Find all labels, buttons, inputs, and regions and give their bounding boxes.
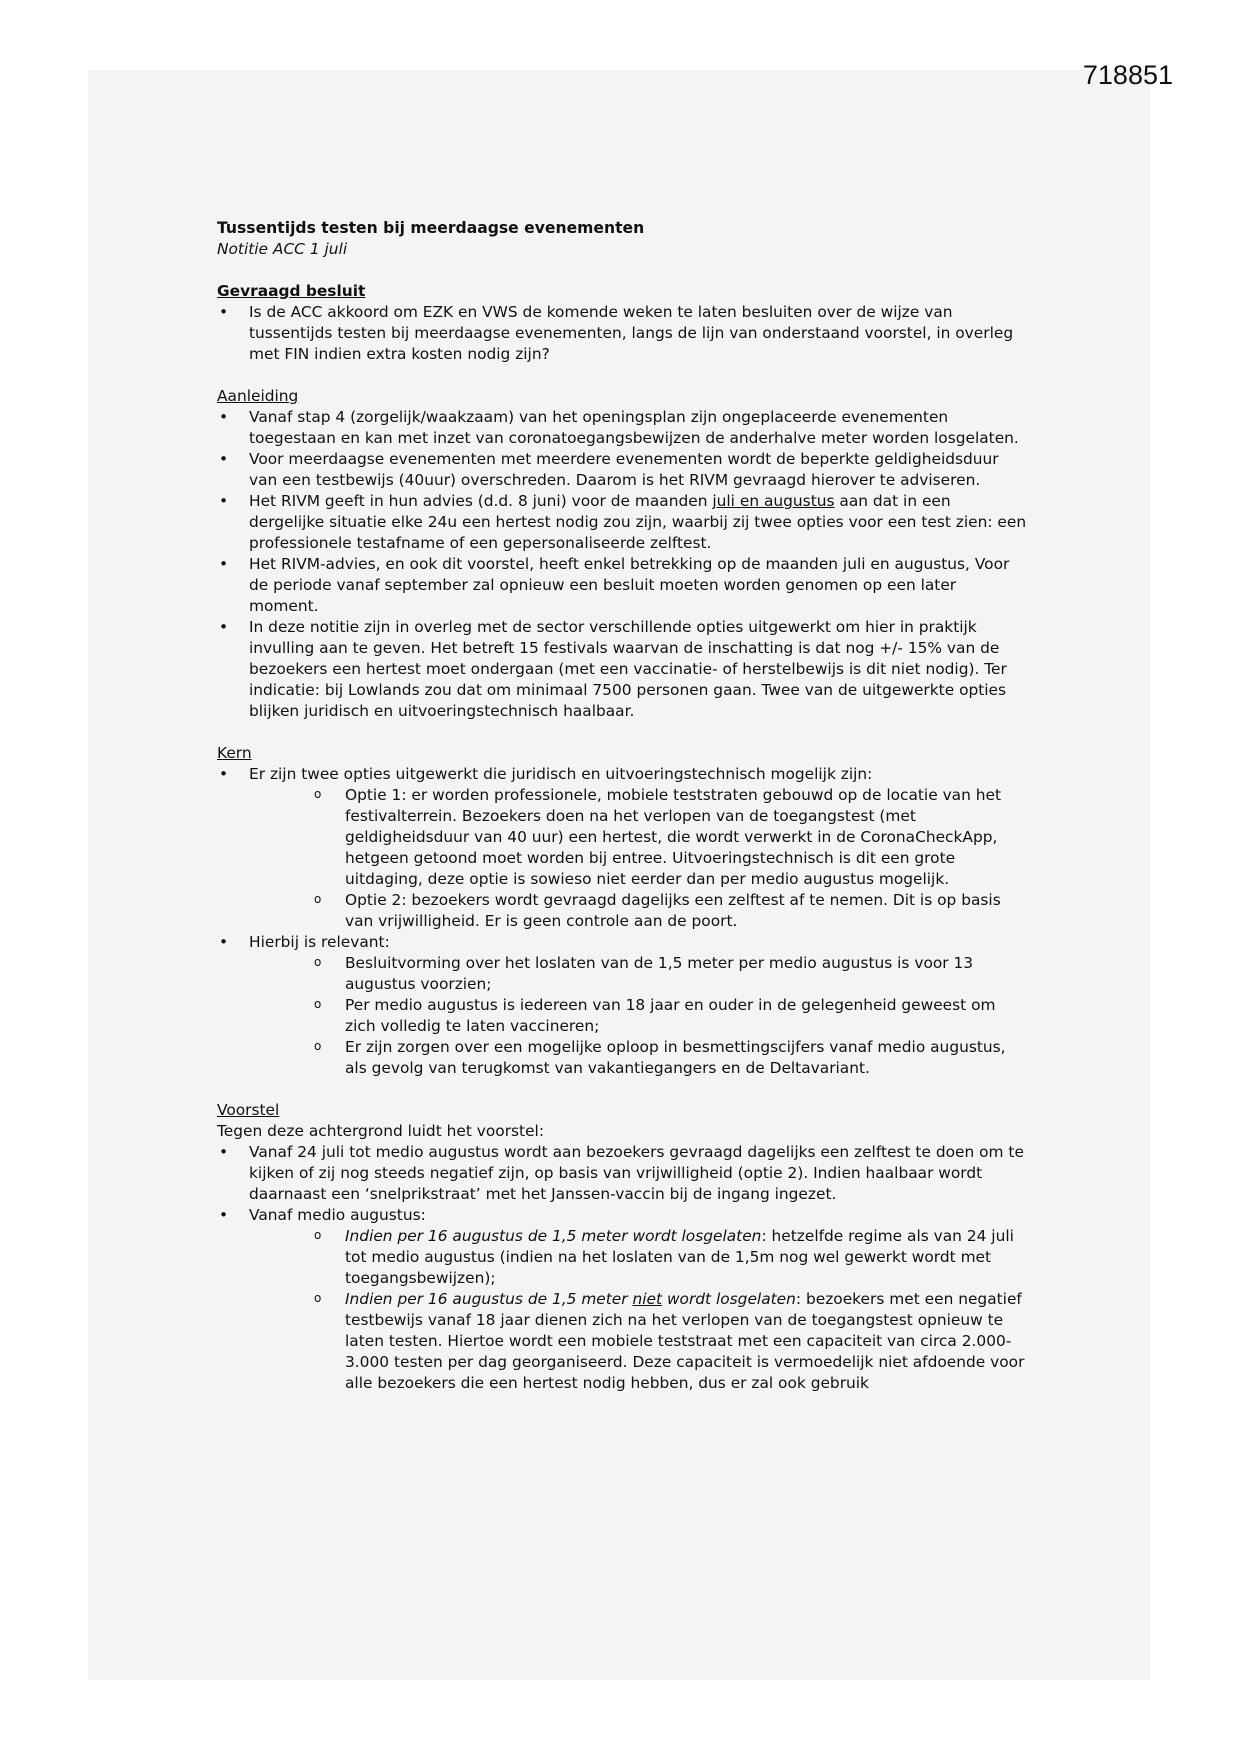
sub-list-item: o Optie 2: bezoekers wordt gevraagd dagelijks een zelftest af te nemen. Dit is op basis van vrijwilligheid. Er is geen controle aan de poort. <box>312 890 1027 932</box>
sub-list-item: o Besluitvorming over het loslaten van de 1,5 meter per medio augustus is voor 13 augustus voorzien; <box>312 953 1027 995</box>
item-text: Het RIVM geeft in hun advies (d.d. 8 juni) voor de maanden <box>249 492 713 510</box>
aanleiding-list <box>217 407 1027 722</box>
list-item: • Vanaf stap 4 (zorgelijk/waakzaam) van het openingsplan zijn ongeplaceerde evenementen toegestaan en kan met inzet van coronatoegangsbewijzen de anderhalve meter worden losgelaten. <box>217 407 1027 449</box>
list-item: • Is de ACC akkoord om EZK en VWS de komende weken te laten besluiten over de wijze van tussentijds testen bij meerdaagse evenementen, langs de lijn van onderstaand voorstel, in overleg met FIN indien extra kosten nodig zijn? <box>217 302 1027 365</box>
kern-list <box>217 764 1027 1079</box>
item-text: aan dat in een dergelijke situatie elke 24u een hertest nodig zou zijn, waarbij zij twee opties voor een test zien: een professionele testafname of een gepersonaliseerde zelftest. <box>249 492 1027 552</box>
list-item <box>217 491 1027 554</box>
condition-text: wordt losgelaten <box>662 1290 796 1308</box>
item-text: : bezoekers met een negatief testbewijs vanaf 18 jaar dienen zich na het verlopen van de toegangstest opnieuw te laten testen. Hiertoe wordt een mobiele teststraat met een capaciteit van circa 2.000-3.000 testen per dag georganiseerd. Deze capaciteit is vermoedelijk niet afdoende voor alle bezoekers die een hertest nodig hebben, dus er zal ook gebruik <box>345 1290 1025 1392</box>
list-item: • Het RIVM-advies, en ook dit voorstel, heeft enkel betrekking op de maanden juli en augustus, Voor de periode vanaf september zal opnieuw een besluit moeten worden genomen op een later moment. <box>217 554 1027 617</box>
underlined-niet: niet <box>632 1290 663 1308</box>
item-text: Er zijn twee opties uitgewerkt die juridisch en uitvoeringstechnisch mogelijk zijn: <box>249 765 873 783</box>
sub-list-item: o Optie 1: er worden professionele, mobiele teststraten gebouwd op de locatie van het festivalterrein. Bezoekers doen na het verlopen van de toegangstest (met geldigheidsduur van 40 uur) een hertest, die wordt verwerkt in de CoronaCheckApp, hetgeen getoond moet worden bij entree. Uitvoeringstechnisch is dit een grote uitdaging, deze optie is sowieso niet eerder dan per medio augustus mogelijk. <box>312 785 1027 890</box>
sub-list-item: o Per medio augustus is iedereen van 18 jaar en ouder in de gelegenheid geweest om zich volledig te laten vaccineren; <box>312 995 1027 1037</box>
relevant-sublist <box>249 953 1027 1079</box>
list-item <box>217 1205 1027 1394</box>
gevraagd-besluit-list <box>217 302 1027 365</box>
section-heading-kern: Kern <box>217 744 252 762</box>
voorstel-list <box>217 1142 1027 1394</box>
list-item <box>217 932 1027 1079</box>
list-item: • In deze notitie zijn in overleg met de sector verschillende opties uitgewerkt om hier in praktijk invulling aan te geven. Het betreft 15 festivals waarvan de inschatting is dat nog +/- 15% van de bezoekers een hertest moet ondergaan (met een vaccinatie- of herstelbewijs is dit niet nodig). Ter indicatie: bij Lowlands zou dat om minimaal 7500 personen gaan. Twee van de uitgewerkte opties blijken juridisch en uitvoeringstechnisch haalbaar. <box>217 617 1027 722</box>
item-text: Hierbij is relevant: <box>249 933 390 951</box>
sub-list-item <box>312 1226 1027 1289</box>
sub-list-item: o Er zijn zorgen over een mogelijke oploop in besmettingscijfers vanaf medio augustus, als gevolg van terugkomst van vakantiegangers en de Deltavariant. <box>312 1037 1027 1079</box>
condition-text: Indien per 16 augustus de 1,5 meter wordt losgelaten <box>345 1227 762 1245</box>
sub-list-item <box>312 1289 1027 1394</box>
underlined-months: juli en augustus <box>712 492 835 510</box>
section-heading-voorstel: Voorstel <box>217 1101 280 1119</box>
document-number: 718851 <box>1082 60 1173 90</box>
options-sublist <box>249 785 1027 932</box>
memo-content <box>217 218 1027 1394</box>
section-heading-aanleiding: Aanleiding <box>217 387 299 405</box>
memo-title: Tussentijds testen bij meerdaagse evenementen <box>217 219 645 237</box>
medio-augustus-sublist <box>249 1226 1027 1394</box>
item-text: Vanaf medio augustus: <box>249 1206 426 1224</box>
voorstel-intro: Tegen deze achtergrond luidt het voorstel: <box>217 1122 545 1140</box>
section-heading-gevraagd-besluit: Gevraagd besluit <box>217 282 366 300</box>
list-item: • Vanaf 24 juli tot medio augustus wordt aan bezoekers gevraagd dagelijks een zelftest te doen om te kijken of zij nog steeds negatief zijn, op basis van vrijwilligheid (optie 2). Indien haalbaar wordt daarnaast een ‘snelprikstraat’ met het Janssen-vaccin bij de ingang ingezet. <box>217 1142 1027 1205</box>
condition-text: Indien per 16 augustus de 1,5 meter <box>345 1290 633 1308</box>
item-text: : hetzelfde regime als van 24 juli tot medio augustus (indien na het loslaten van de 1,5m nog wel gewerkt wordt met toegangsbewijzen); <box>345 1227 1014 1287</box>
list-item: • Voor meerdaagse evenementen met meerdere evenementen wordt de beperkte geldigheidsduur van een testbewijs (40uur) overschreden. Daarom is het RIVM gevraagd hierover te adviseren. <box>217 449 1027 491</box>
memo-subtitle: Notitie ACC 1 juli <box>217 240 348 258</box>
list-item <box>217 764 1027 932</box>
